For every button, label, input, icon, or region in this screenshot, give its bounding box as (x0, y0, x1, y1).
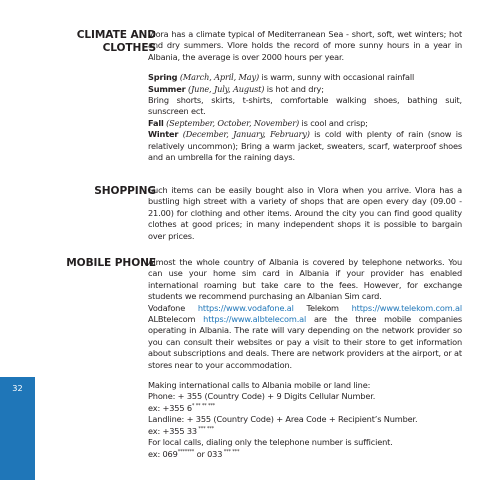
season-fall (148, 118, 462, 129)
landline-format: Landline: + 355 (Country Code) + Area Code + Recipient’s Number. (148, 414, 418, 425)
page-number: 32 (12, 383, 23, 393)
climate-intro: Vlora has a climate typical of Mediterranean Sea - short, soft, wet winters; hot and dry summers. Vlore holds the record of more sunny hours in a year in Albania, the average is over 2000 hours per year. (148, 29, 462, 62)
landline-example-mask: *** *** (196, 425, 214, 432)
international-calls (148, 380, 462, 460)
phone-format: Phone: + 355 (Country Code) + 9 Digits Cellular Number. (148, 391, 376, 402)
telekom-name: Telekom (306, 302, 339, 313)
mobile-operators (148, 303, 462, 371)
landline-example (148, 426, 462, 437)
mobile-heading (66, 257, 156, 270)
telekom-link[interactable]: https://www.telekom.com.al (351, 302, 462, 313)
season-summer (148, 84, 462, 95)
season-name: Summer (148, 83, 186, 94)
vodafone-link[interactable]: https://www.vodafone.al (197, 302, 294, 313)
phone-example (148, 403, 462, 414)
local-example (148, 449, 462, 460)
season-text: is hot and dry; (264, 83, 324, 94)
phone-example-number: ex: +355 6 (148, 402, 192, 413)
landline-example-number: ex: +355 33 (148, 425, 197, 436)
shopping-heading-text: SHOPPING (94, 185, 156, 197)
page-number-tab (0, 377, 35, 480)
season-spring (148, 72, 462, 83)
season-dates: (June, July, August) (187, 83, 265, 94)
vodafone-name: Vodafone (148, 302, 186, 313)
season-dates: (September, October, November) (166, 117, 300, 128)
season-name: Fall (148, 117, 164, 128)
shopping-text: Such items can be easily bought also in Vlora when you arrive. Vlora has a bustling high street with a variety of shops that are open every day (09.00 - 21.00) for clothing and other items. Around the city you can find good quality clothes at good prices; in many independent shops it is possible to bargain over prices. (148, 185, 462, 241)
local-example-mobile: ex: 069 (148, 448, 178, 459)
summer-packing-tip: Bring shorts, skirts, t-shirts, comfortable walking shoes, bathing suit, sunscreen ect. (148, 95, 462, 117)
season-dates: (December, January, February) (182, 129, 310, 140)
season-name: Spring (148, 72, 178, 83)
calls-intro: Making international calls to Albania mobile or land line: (148, 380, 371, 391)
mobile-heading-text: MOBILE PHONE (66, 257, 156, 269)
season-dates: (March, April, May) (179, 72, 260, 83)
albtelecom-name: ALBtelecom (148, 314, 196, 325)
season-winter (148, 129, 462, 163)
shopping-section (148, 185, 462, 242)
climate-heading-line-2: CLOTHES (102, 42, 156, 54)
climate-heading (77, 29, 156, 55)
season-name: Winter (148, 129, 179, 140)
season-text: is warm, sunny with occasional rainfall (259, 72, 415, 83)
local-calls-note: For local calls, dialing only the telephone number is sufficient. (148, 437, 393, 448)
operators-text: are the three mobile companies operating in Albania. The rate will vary depending on the network provider so you can consult their websites or pay a visit to their store to get information about subscriptions and deals. There are network providers at the airport, or at stores near to your accommodation. (148, 314, 463, 370)
season-text: is cold with plenty of rain (snow is relatively uncommon); Bring a warm jacket, sweaters, scarf, waterproof shoes and an umbrella for the raining days. (148, 129, 462, 163)
season-text: is cool and crisp; (299, 117, 368, 128)
local-example-landline: or 033 (194, 448, 223, 459)
climate-heading-line-1: CLIMATE AND (76, 29, 156, 41)
mobile-section (148, 257, 462, 460)
local-example-landline-mask: *** *** (222, 448, 240, 455)
shopping-heading (94, 185, 156, 198)
local-example-mobile-mask: ******* (177, 448, 195, 455)
phone-example-mask: * ** ** *** (191, 402, 216, 409)
albtelecom-link[interactable]: https://www.albtelecom.al (203, 314, 307, 325)
climate-section (148, 29, 462, 163)
mobile-text: Almost the whole country of Albania is covered by telephone networks. You can use your home sim card in Albania if your provider has enabled international roaming but take care to the fees. However, for exchange students we recommend purchasing an Albanian Sim card. (148, 257, 462, 302)
